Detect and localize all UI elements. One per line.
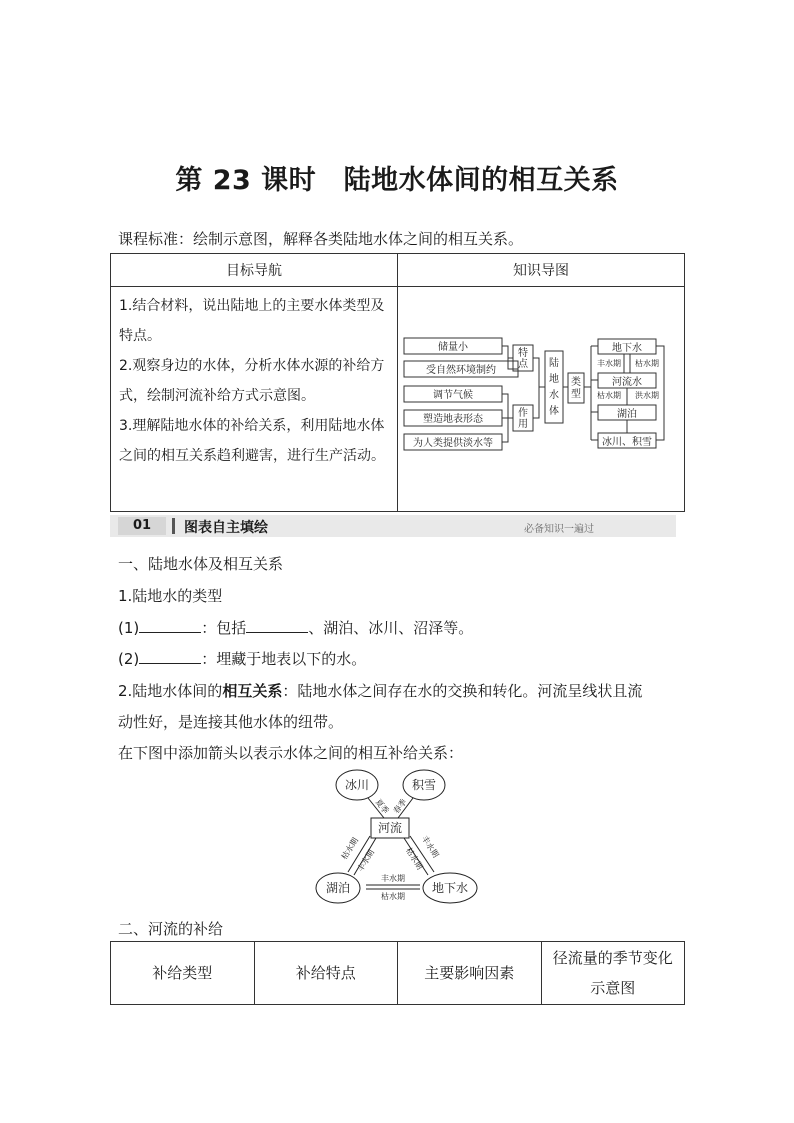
mindmap-type: 类型	[571, 377, 581, 400]
supply-header: 主要影响因素	[398, 942, 542, 1005]
section-sub: 必备知识一遍过	[524, 524, 594, 535]
goal-item: 2.观察身边的水体，分析水体水源的补给方式，绘制河流补给方式示意图。	[119, 358, 385, 404]
mindmap-left-box: 塑造地表形态	[423, 414, 483, 425]
edge-label-dry: 枯水期	[339, 836, 361, 862]
water-relationship-diagram	[300, 768, 500, 908]
edge-label-spring: 春季	[391, 797, 409, 816]
edge-label-dry: 枯水期	[381, 892, 405, 901]
supply-header: 径流量的季节变化 示意图	[541, 942, 685, 1005]
knowledge-mindmap	[398, 287, 681, 507]
goal-item: 1.结合材料，说出陆地上的主要水体类型及特点。	[119, 298, 385, 344]
goal-table	[110, 253, 685, 512]
supply-table	[110, 941, 685, 1005]
section-number: 01	[118, 517, 166, 535]
section1-sub1: 1.陆地水的类型	[118, 587, 223, 605]
period-label: 枯水期	[635, 359, 659, 368]
mindmap-cell	[398, 287, 685, 512]
goal-list	[111, 287, 398, 512]
edge-label-summer: 夏季	[373, 797, 391, 816]
mindmap-right-box: 河流水	[612, 377, 642, 388]
section2-heading: 二、河流的补给	[118, 920, 224, 938]
mindmap-left-box: 为人类提供淡水等	[413, 438, 493, 449]
period-label: 丰水期	[597, 359, 621, 368]
node-groundwater: 地下水	[431, 881, 469, 895]
course-standard: 课程标准：绘制示意图，解释各类陆地水体之间的相互关系。	[118, 230, 524, 248]
edge-label-dry: 枯水期	[403, 846, 425, 872]
mindmap-header: 知识导图	[398, 254, 685, 287]
page-title: 第 23 课时 陆地水体间的相互关系	[175, 165, 619, 196]
answer-blank[interactable]	[139, 649, 201, 664]
fill-item-1: (1) ：包括 、湖泊、冰川、沼泽等。	[118, 619, 474, 637]
node-river: 河流	[377, 821, 403, 835]
mindmap-left-box: 受自然环境制约	[426, 365, 496, 376]
period-label: 洪水期	[635, 391, 659, 400]
mindmap-right-box: 湖泊	[617, 409, 637, 420]
node-snow: 积雪	[411, 778, 437, 792]
period-label: 枯水期	[597, 391, 621, 400]
edge-label-wet: 丰水期	[381, 874, 405, 883]
mindmap-left-box: 储量小	[438, 342, 468, 353]
mindmap-center: 陆地水体	[549, 358, 559, 417]
edge-label-wet: 丰水期	[419, 834, 441, 860]
diagram-instruction: 在下图中添加箭头以表示水体之间的相互补给关系：	[118, 744, 464, 762]
answer-blank[interactable]	[246, 618, 308, 633]
section-banner	[110, 515, 676, 537]
mindmap-left-box: 调节气候	[433, 390, 473, 401]
edge-label-wet: 丰水期	[355, 848, 377, 874]
banner-divider	[172, 518, 175, 534]
node-glacier: 冰川	[344, 778, 370, 792]
supply-header: 补给类型	[111, 942, 255, 1005]
mindmap-right-box: 冰川、积雪	[602, 437, 652, 448]
section-label: 图表自主填绘	[184, 520, 268, 536]
goal-header: 目标导航	[111, 254, 398, 287]
mindmap-right-box: 地下水	[612, 343, 642, 354]
answer-blank[interactable]	[139, 618, 201, 633]
fill-item-2: (2) ：埋藏于地表以下的水。	[118, 650, 367, 668]
supply-header: 补给特点	[254, 942, 398, 1005]
section1-sub2: 2.陆地水体间的相互关系：陆地水体之间存在水的交换和转化。河流呈线状且流	[118, 682, 643, 700]
mindmap-mid-top: 特点	[518, 348, 528, 370]
section1-heading: 一、陆地水体及相互关系	[118, 555, 284, 573]
mindmap-mid-bottom: 作用	[518, 408, 528, 430]
section1-sub2-line2: 动性好，是连接其他水体的纽带。	[118, 713, 344, 731]
node-lake: 湖泊	[325, 881, 351, 895]
goal-item: 3.理解陆地水体的补给关系，利用陆地水体之间的相互关系趋利避害，进行生产活动。	[119, 418, 385, 464]
